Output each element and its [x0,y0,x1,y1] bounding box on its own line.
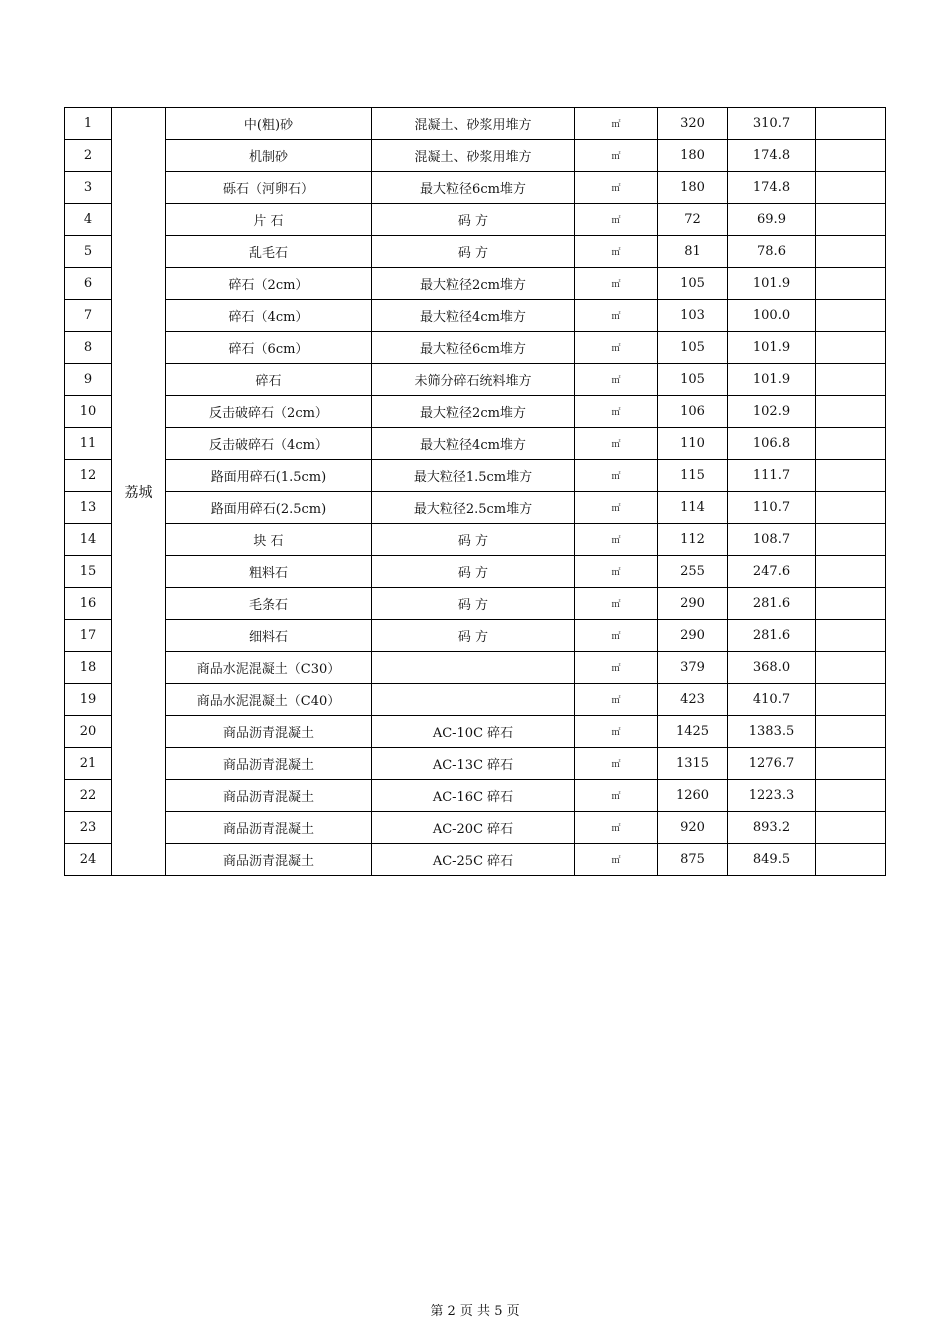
row-number: 24 [65,844,112,876]
material-spec: AC-16C 碎石 [372,780,575,812]
material-name: 路面用碎石(2.5cm) [166,492,372,524]
row-number: 3 [65,172,112,204]
material-spec: 码 方 [372,204,575,236]
note-cell [816,364,886,396]
row-number: 20 [65,716,112,748]
unit: ㎡ [575,268,658,300]
table-row [65,460,886,492]
row-number: 1 [65,108,112,140]
material-name: 中(粗)砂 [166,108,372,140]
note-cell [816,204,886,236]
price-tax-inclusive: 105 [658,364,728,396]
unit: ㎡ [575,556,658,588]
row-number: 16 [65,588,112,620]
note-cell [816,460,886,492]
note-cell [816,108,886,140]
price-tax-exclusive: 174.8 [728,140,816,172]
material-spec: 最大粒径6cm堆方 [372,172,575,204]
row-number: 21 [65,748,112,780]
material-name: 细料石 [166,620,372,652]
material-spec: AC-20C 碎石 [372,812,575,844]
material-name: 片 石 [166,204,372,236]
note-cell [816,172,886,204]
price-table [64,107,886,876]
material-spec: 最大粒径1.5cm堆方 [372,460,575,492]
material-spec: AC-25C 碎石 [372,844,575,876]
price-tax-exclusive: 849.5 [728,844,816,876]
row-number: 6 [65,268,112,300]
row-number: 14 [65,524,112,556]
material-name: 商品沥青混凝土 [166,748,372,780]
price-tax-exclusive: 108.7 [728,524,816,556]
material-name: 机制砂 [166,140,372,172]
material-name: 商品沥青混凝土 [166,780,372,812]
price-tax-exclusive: 281.6 [728,588,816,620]
price-tax-exclusive: 1223.3 [728,780,816,812]
row-number: 23 [65,812,112,844]
row-number: 2 [65,140,112,172]
price-tax-exclusive: 78.6 [728,236,816,268]
table-row [65,332,886,364]
unit: ㎡ [575,812,658,844]
price-tax-inclusive: 290 [658,620,728,652]
note-cell [816,780,886,812]
material-name: 反击破碎石（4cm） [166,428,372,460]
material-name: 反击破碎石（2cm） [166,396,372,428]
row-number: 19 [65,684,112,716]
row-number: 13 [65,492,112,524]
material-name: 商品沥青混凝土 [166,844,372,876]
note-cell [816,236,886,268]
table-row [65,492,886,524]
price-tax-exclusive: 101.9 [728,332,816,364]
row-number: 10 [65,396,112,428]
material-name: 粗料石 [166,556,372,588]
material-spec: AC-10C 碎石 [372,716,575,748]
unit: ㎡ [575,300,658,332]
price-tax-inclusive: 115 [658,460,728,492]
price-tax-exclusive: 102.9 [728,396,816,428]
table-row [65,428,886,460]
region-cell: 荔城 [112,108,166,876]
unit: ㎡ [575,172,658,204]
price-tax-inclusive: 1315 [658,748,728,780]
material-name: 砾石（河卵石） [166,172,372,204]
price-tax-inclusive: 379 [658,652,728,684]
price-tax-exclusive: 101.9 [728,364,816,396]
note-cell [816,588,886,620]
note-cell [816,556,886,588]
note-cell [816,716,886,748]
price-tax-inclusive: 180 [658,140,728,172]
note-cell [816,524,886,556]
material-spec: 未筛分碎石统料堆方 [372,364,575,396]
price-tax-inclusive: 875 [658,844,728,876]
unit: ㎡ [575,780,658,812]
price-tax-inclusive: 1260 [658,780,728,812]
table-row [65,268,886,300]
table-row [65,716,886,748]
material-name: 毛条石 [166,588,372,620]
material-name: 商品水泥混凝土（C40） [166,684,372,716]
row-number: 4 [65,204,112,236]
material-spec: 混凝土、砂浆用堆方 [372,140,575,172]
price-tax-inclusive: 920 [658,812,728,844]
unit: ㎡ [575,396,658,428]
price-tax-inclusive: 290 [658,588,728,620]
unit: ㎡ [575,204,658,236]
row-number: 9 [65,364,112,396]
material-name: 商品沥青混凝土 [166,812,372,844]
material-name: 碎石（2cm） [166,268,372,300]
price-tax-exclusive: 100.0 [728,300,816,332]
row-number: 8 [65,332,112,364]
unit: ㎡ [575,748,658,780]
row-number: 15 [65,556,112,588]
price-tax-inclusive: 105 [658,268,728,300]
row-number: 7 [65,300,112,332]
material-spec [372,652,575,684]
price-tax-exclusive: 111.7 [728,460,816,492]
table-row [65,844,886,876]
price-tax-exclusive: 106.8 [728,428,816,460]
table-row [65,684,886,716]
price-tax-inclusive: 103 [658,300,728,332]
note-cell [816,684,886,716]
material-spec: 最大粒径4cm堆方 [372,300,575,332]
table-row [65,236,886,268]
row-number: 12 [65,460,112,492]
material-name: 碎石（6cm） [166,332,372,364]
table-row [65,396,886,428]
material-name: 商品沥青混凝土 [166,716,372,748]
note-cell [816,396,886,428]
price-tax-exclusive: 1383.5 [728,716,816,748]
unit: ㎡ [575,428,658,460]
material-name: 乱毛石 [166,236,372,268]
note-cell [816,492,886,524]
table-row [65,780,886,812]
material-name: 路面用碎石(1.5cm) [166,460,372,492]
table-row [65,812,886,844]
unit: ㎡ [575,332,658,364]
price-tax-inclusive: 320 [658,108,728,140]
page-footer: 第 2 页 共 5 页 [430,1304,520,1319]
price-tax-exclusive: 247.6 [728,556,816,588]
price-tax-inclusive: 81 [658,236,728,268]
price-tax-inclusive: 106 [658,396,728,428]
note-cell [816,268,886,300]
price-tax-exclusive: 281.6 [728,620,816,652]
note-cell [816,140,886,172]
row-number: 5 [65,236,112,268]
material-spec: 码 方 [372,556,575,588]
unit: ㎡ [575,684,658,716]
note-cell [816,844,886,876]
price-tax-inclusive: 105 [658,332,728,364]
unit: ㎡ [575,492,658,524]
price-tax-inclusive: 112 [658,524,728,556]
price-tax-inclusive: 114 [658,492,728,524]
material-name: 商品水泥混凝土（C30） [166,652,372,684]
unit: ㎡ [575,652,658,684]
unit: ㎡ [575,140,658,172]
table-row [65,108,886,140]
material-spec: 码 方 [372,524,575,556]
material-spec: 码 方 [372,620,575,652]
table-row [65,140,886,172]
table-row [65,364,886,396]
note-cell [816,620,886,652]
price-tax-inclusive: 1425 [658,716,728,748]
note-cell [816,652,886,684]
price-tax-exclusive: 101.9 [728,268,816,300]
material-spec: 最大粒径2cm堆方 [372,396,575,428]
table-row [65,300,886,332]
material-spec: 码 方 [372,588,575,620]
material-spec: 最大粒径4cm堆方 [372,428,575,460]
table-row [65,588,886,620]
material-name: 块 石 [166,524,372,556]
material-spec: 最大粒径2.5cm堆方 [372,492,575,524]
unit: ㎡ [575,524,658,556]
price-tax-exclusive: 368.0 [728,652,816,684]
table-body [65,108,886,876]
table-row [65,524,886,556]
unit: ㎡ [575,716,658,748]
price-tax-exclusive: 174.8 [728,172,816,204]
material-name: 碎石（4cm） [166,300,372,332]
unit: ㎡ [575,364,658,396]
row-number: 11 [65,428,112,460]
material-spec [372,684,575,716]
material-spec: 混凝土、砂浆用堆方 [372,108,575,140]
unit: ㎡ [575,460,658,492]
note-cell [816,332,886,364]
price-tax-exclusive: 110.7 [728,492,816,524]
table-row [65,652,886,684]
table-row [65,620,886,652]
material-spec: 最大粒径6cm堆方 [372,332,575,364]
price-tax-inclusive: 255 [658,556,728,588]
note-cell [816,300,886,332]
price-tax-exclusive: 310.7 [728,108,816,140]
price-tax-exclusive: 69.9 [728,204,816,236]
price-tax-inclusive: 72 [658,204,728,236]
note-cell [816,812,886,844]
price-tax-exclusive: 1276.7 [728,748,816,780]
material-spec: 码 方 [372,236,575,268]
table-row [65,748,886,780]
table-row [65,556,886,588]
price-tax-exclusive: 410.7 [728,684,816,716]
row-number: 22 [65,780,112,812]
unit: ㎡ [575,108,658,140]
unit: ㎡ [575,844,658,876]
note-cell [816,748,886,780]
material-spec: AC-13C 碎石 [372,748,575,780]
note-cell [816,428,886,460]
price-tax-inclusive: 423 [658,684,728,716]
material-name: 碎石 [166,364,372,396]
unit: ㎡ [575,236,658,268]
row-number: 17 [65,620,112,652]
price-tax-inclusive: 110 [658,428,728,460]
table-row [65,204,886,236]
row-number: 18 [65,652,112,684]
table-row [65,172,886,204]
price-tax-exclusive: 893.2 [728,812,816,844]
price-tax-inclusive: 180 [658,172,728,204]
unit: ㎡ [575,620,658,652]
unit: ㎡ [575,588,658,620]
material-spec: 最大粒径2cm堆方 [372,268,575,300]
